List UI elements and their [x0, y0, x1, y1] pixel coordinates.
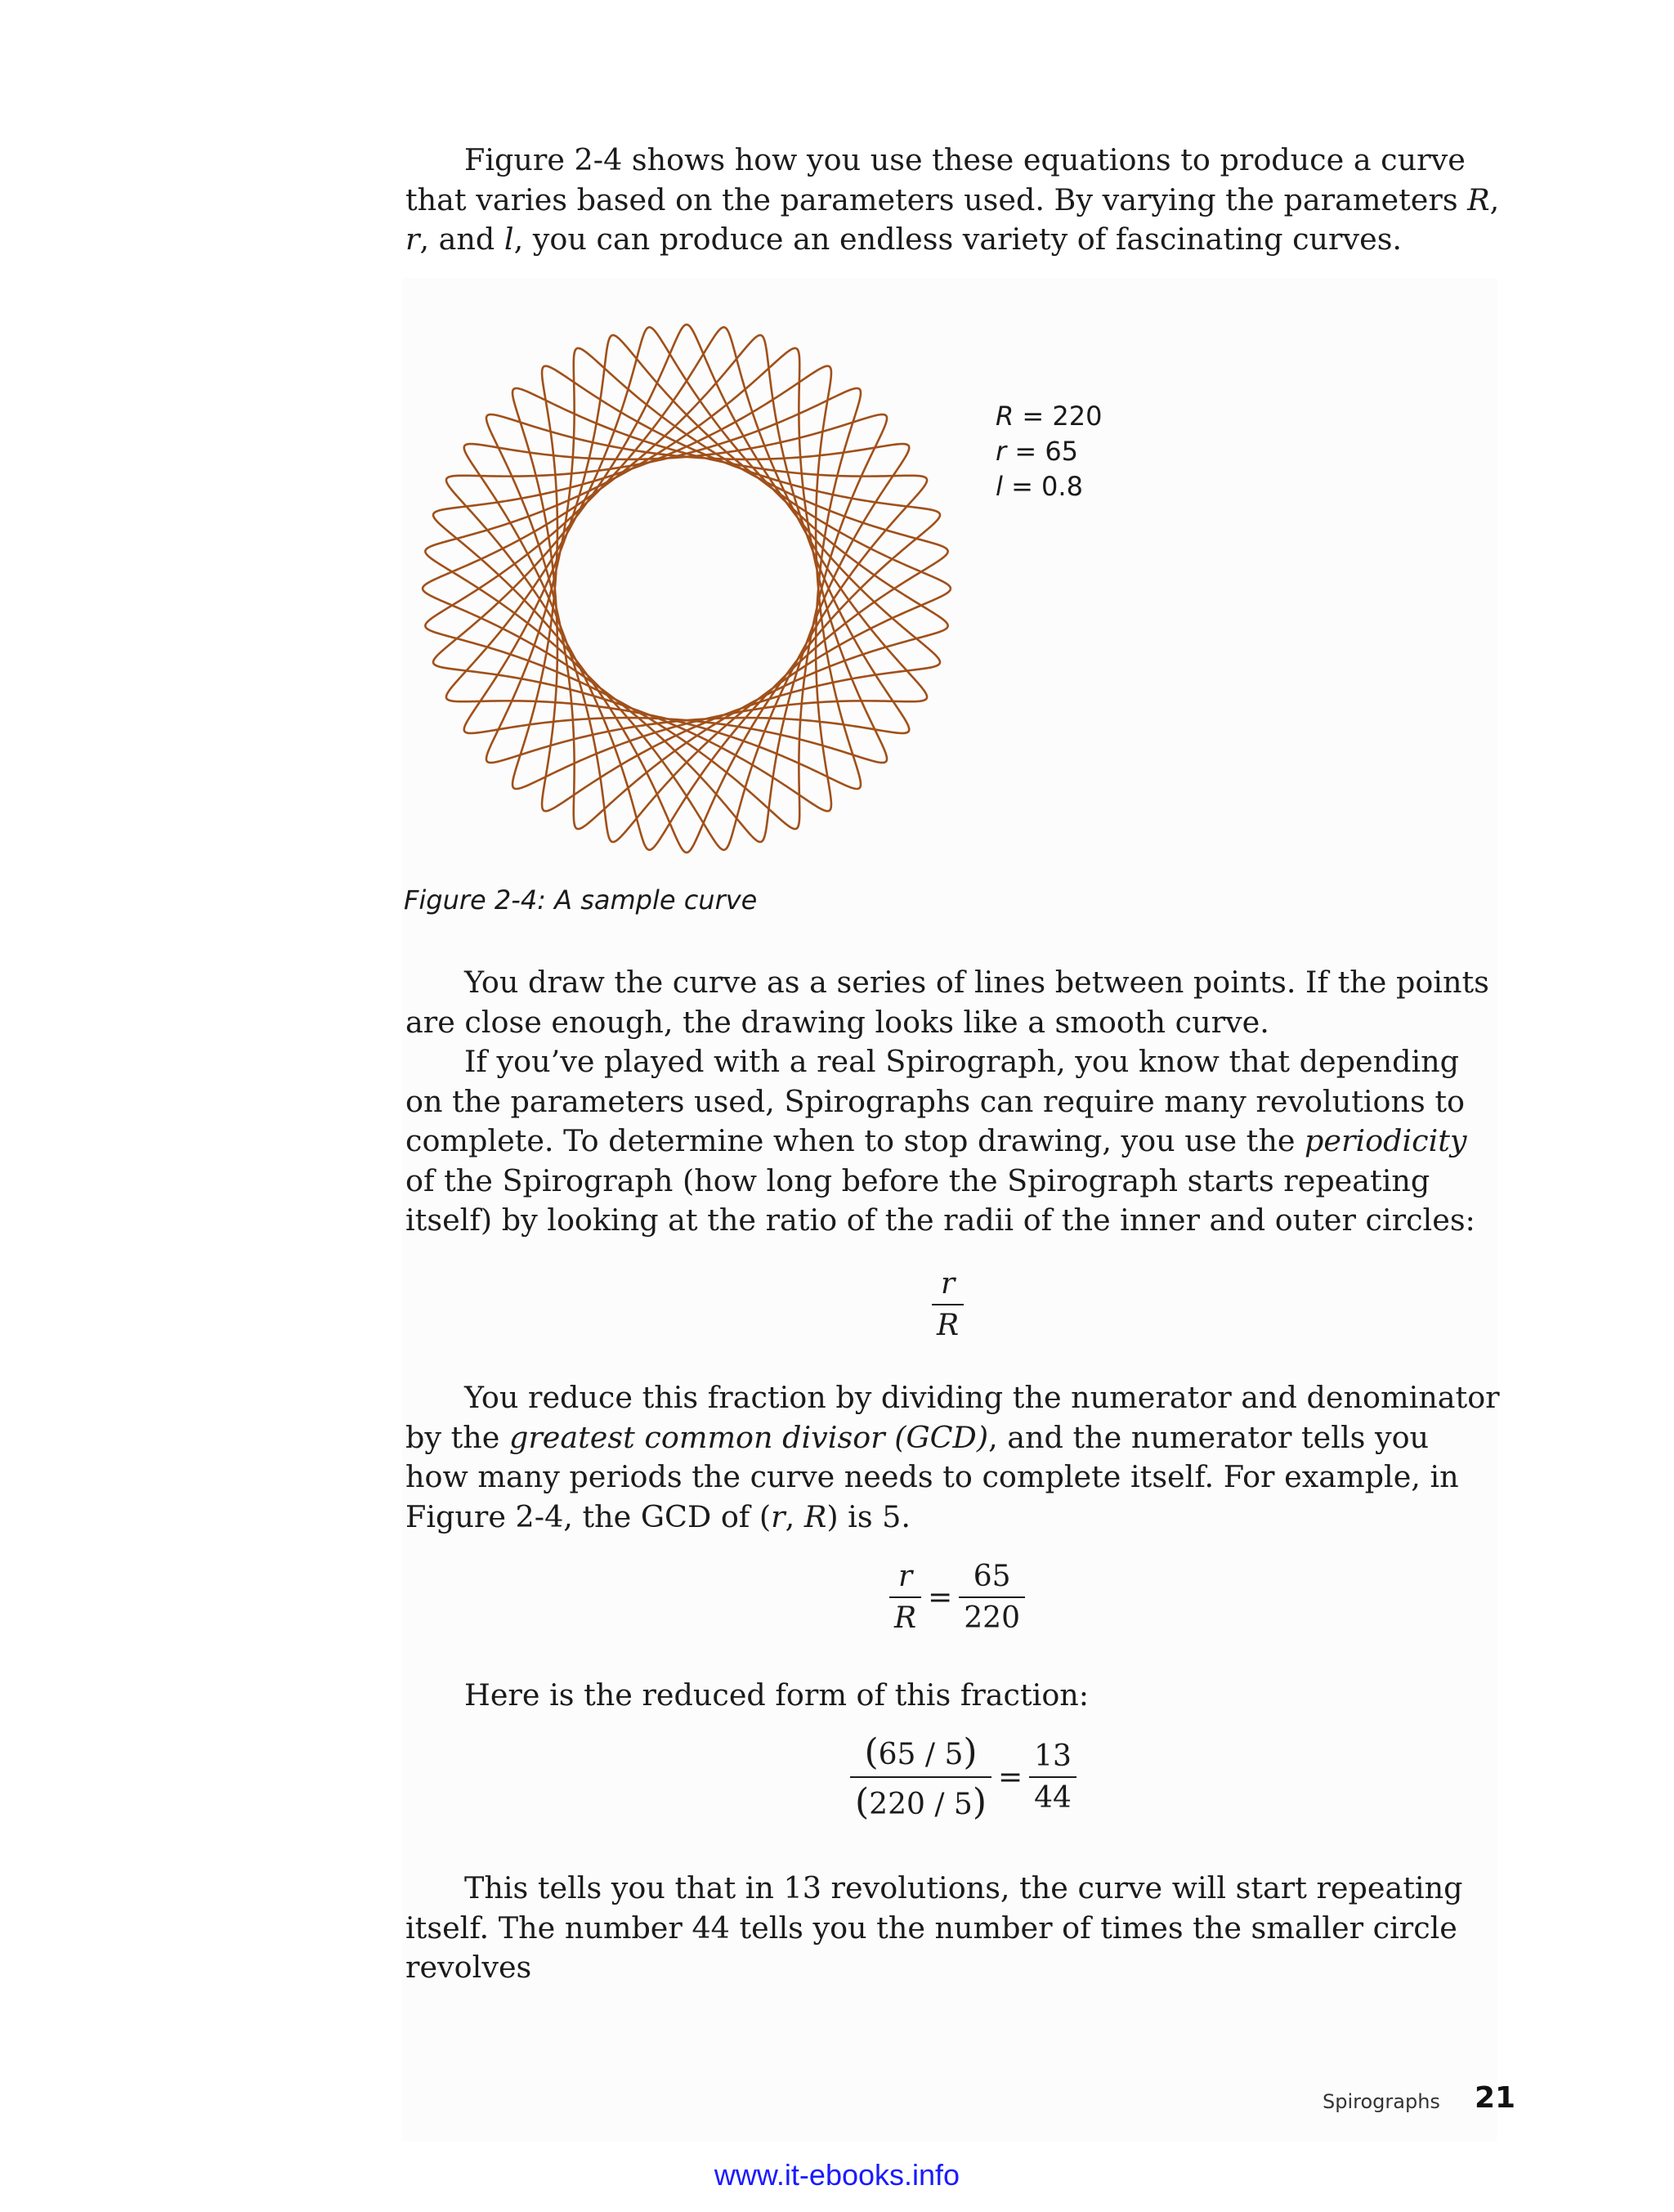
fraction-r-over-R: $\frac{r}{R}$	[889, 1560, 921, 1635]
fraction-divided: $\frac{(65 / 5)}{(220 / 5)}$	[850, 1731, 991, 1823]
fraction-65-over-220: $\frac{65}{220}$	[959, 1560, 1025, 1635]
equation-values	[889, 1560, 1025, 1635]
source-url-link[interactable]: www.it-ebooks.info	[714, 2158, 960, 2192]
equals-sign: =	[928, 1580, 953, 1614]
paragraph-reduced: Here is the reduced form of this fraction:	[464, 1677, 1090, 1713]
page-number: 21	[1475, 2081, 1516, 2115]
parameter-list	[996, 399, 1102, 504]
param-R: R = 220	[996, 401, 1103, 432]
numerator: r	[932, 1267, 964, 1305]
paragraph-revolutions: This tells you that in 13 revolutions, the curve will start repeating itself. The number 44 tells you the number of times the smaller circle revolves	[405, 1870, 1463, 1985]
paragraph-periodicity: If you’ve played with a real Spirograph, you know that depending on the parameters used, Spirographs can require many revolutions to complete. To determine when to stop drawing, you use the periodicity of the Spirograph (how long before the Spirograph starts repeating itself) by looking at the ratio of the radii of the inner and outer circles:	[405, 1044, 1475, 1238]
equals-sign: =	[997, 1760, 1023, 1794]
equation-reduced	[850, 1731, 1076, 1823]
spirograph-figure	[392, 278, 981, 899]
paragraph-gcd: You reduce this fraction by dividing the numerator and denominator by the greatest common divisor (GCD), and the numerator tells you how many periods the curve needs to complete itself. For example, in Figure 2-4, the GCD of (r, R) is 5.	[405, 1380, 1500, 1534]
fraction-13-over-44: $\frac{13}{44}$	[1029, 1740, 1076, 1815]
param-r: r = 65	[996, 436, 1079, 467]
denominator: R	[937, 1309, 960, 1342]
spirograph-curve	[423, 325, 951, 853]
fraction-r-over-R	[932, 1267, 964, 1342]
running-footer-section: Spirographs	[1323, 2090, 1440, 2113]
equation-ratio	[932, 1267, 964, 1342]
paragraph-intro: Figure 2-4 shows how you use these equations to produce a curve that varies based on the parameters used. By varying the parameters R, r, and l, you can produce an endless variety of fascinating curves.	[405, 142, 1500, 257]
param-l: l = 0.8	[996, 471, 1083, 502]
paragraph-lines: You draw the curve as a series of lines between points. If the points are close enough, the drawing looks like a smooth curve.	[405, 965, 1489, 1040]
figure-caption: Figure 2-4: A sample curve	[404, 884, 758, 916]
